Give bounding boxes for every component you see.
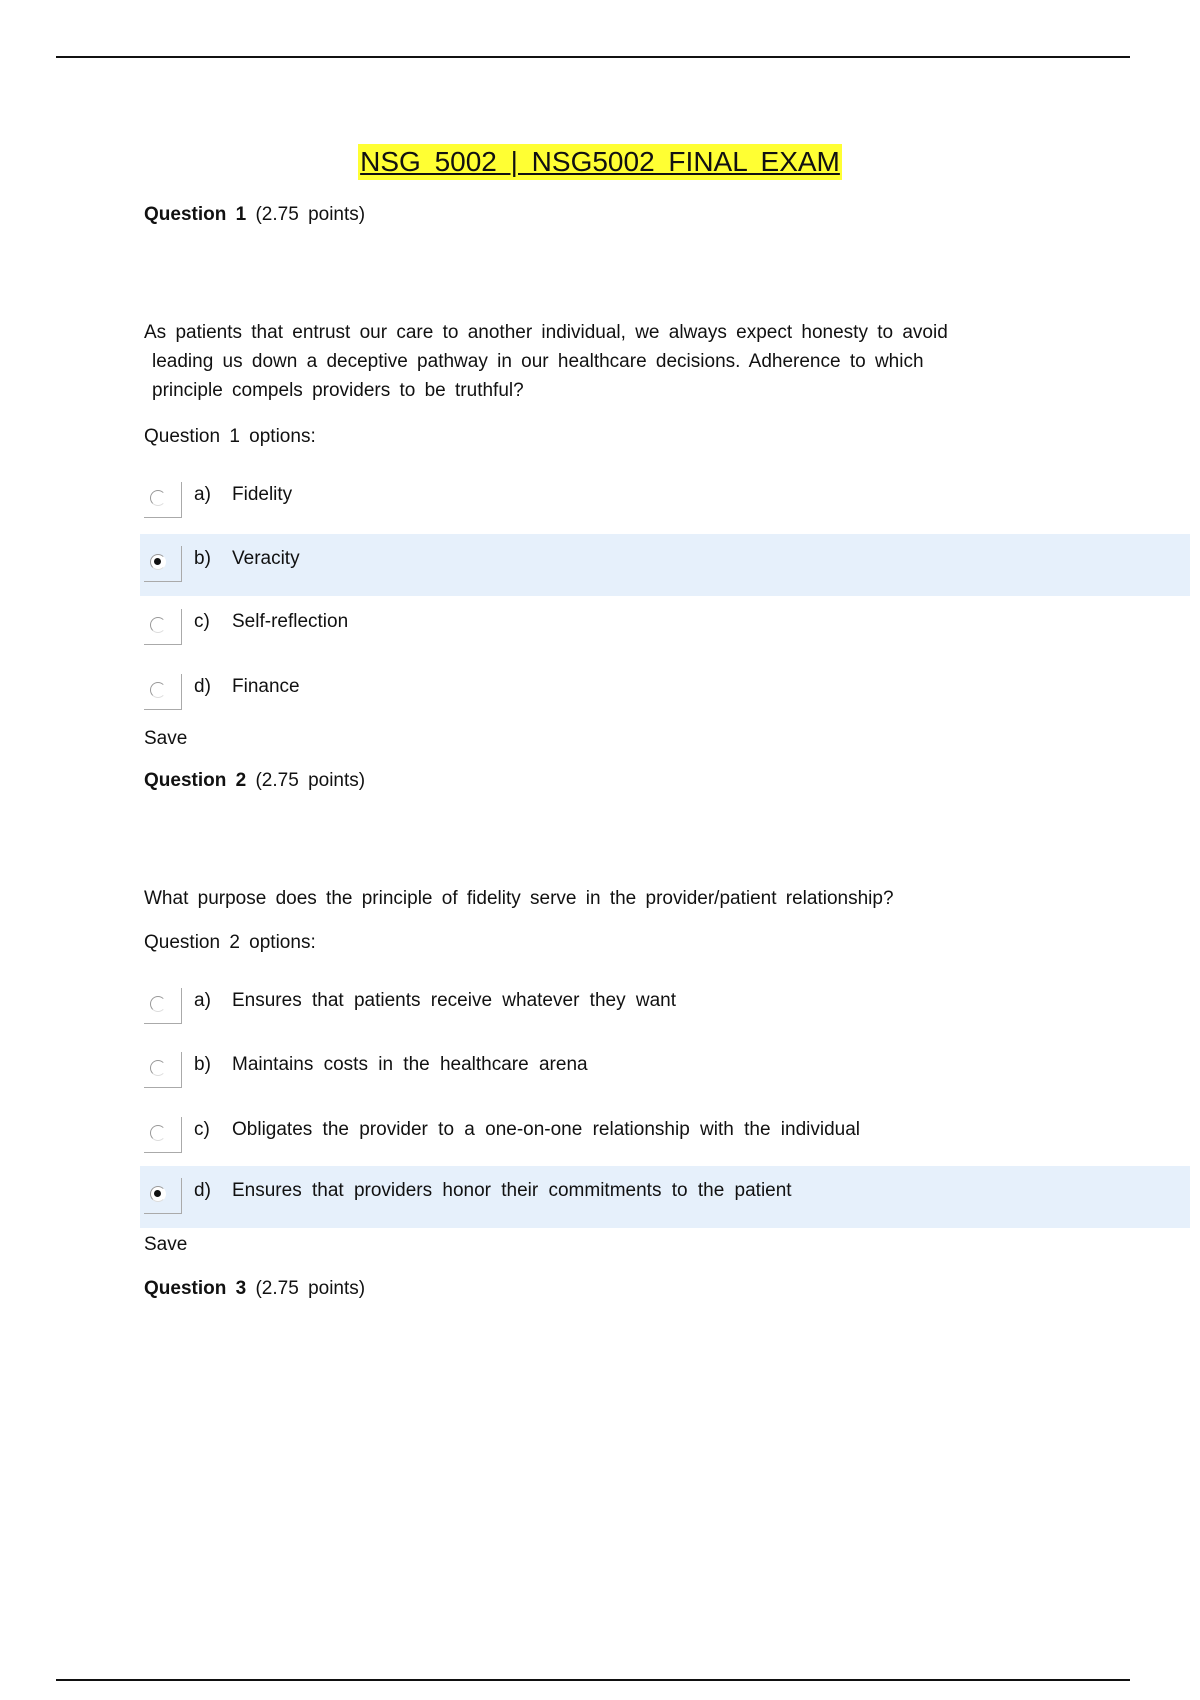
radio-container bbox=[144, 609, 182, 645]
question-3-label: Question 3 bbox=[144, 1278, 247, 1299]
question-2-option-d[interactable] bbox=[140, 1166, 1190, 1228]
question-1-header bbox=[144, 204, 365, 226]
option-letter: a) bbox=[194, 484, 211, 505]
radio-container bbox=[144, 1117, 182, 1153]
question-2-options-label: Question 2 options: bbox=[144, 932, 316, 953]
radio-dot-icon bbox=[154, 558, 161, 565]
option-letter: d) bbox=[194, 1180, 211, 1201]
radio-button[interactable] bbox=[150, 490, 166, 506]
option-text[interactable]: Ensures that patients receive whatever they want bbox=[232, 990, 677, 1011]
question-1-option-a[interactable] bbox=[140, 470, 1190, 532]
option-text[interactable]: Obligates the provider to a one-on-one relationship with the individual bbox=[232, 1119, 861, 1140]
radio-container bbox=[144, 988, 182, 1024]
question-1-option-b[interactable] bbox=[140, 534, 1190, 596]
question-1-points: (2.75 points) bbox=[255, 204, 366, 225]
radio-container bbox=[144, 1052, 182, 1088]
radio-button[interactable] bbox=[150, 1186, 166, 1202]
question-1-options-label: Question 1 options: bbox=[144, 426, 316, 447]
option-text[interactable]: Ensures that providers honor their commitments to the patient bbox=[232, 1180, 792, 1201]
option-letter: c) bbox=[194, 611, 210, 632]
question-2-text-line: What purpose does the principle of fidelity serve in the provider/patient relationship? bbox=[144, 888, 894, 909]
option-text[interactable]: Self-reflection bbox=[232, 611, 349, 632]
header-rule bbox=[56, 56, 1130, 58]
option-text[interactable]: Maintains costs in the healthcare arena bbox=[232, 1054, 588, 1075]
question-2-option-c[interactable] bbox=[140, 1105, 1190, 1167]
option-text[interactable]: Fidelity bbox=[232, 484, 293, 505]
option-letter: b) bbox=[194, 548, 211, 569]
radio-container bbox=[144, 482, 182, 518]
question-1-label: Question 1 bbox=[144, 204, 247, 225]
radio-container bbox=[144, 674, 182, 710]
radio-button[interactable] bbox=[150, 682, 166, 698]
radio-button[interactable] bbox=[150, 1125, 166, 1141]
question-3-points: (2.75 points) bbox=[255, 1278, 366, 1299]
footer-rule bbox=[56, 1679, 1130, 1681]
question-2-header bbox=[144, 770, 365, 792]
option-text[interactable]: Veracity bbox=[232, 548, 300, 569]
question-1-option-c[interactable] bbox=[140, 597, 1190, 659]
radio-container bbox=[144, 1178, 182, 1214]
question-1-text-line: leading us down a deceptive pathway in our healthcare decisions. Adherence to which bbox=[152, 351, 924, 372]
option-letter: d) bbox=[194, 676, 211, 697]
question-1-text bbox=[144, 318, 1044, 405]
radio-button[interactable] bbox=[150, 617, 166, 633]
option-letter: c) bbox=[194, 1119, 210, 1140]
question-2-option-b[interactable] bbox=[140, 1040, 1190, 1102]
question-2-points: (2.75 points) bbox=[255, 770, 366, 791]
question-2-save-button[interactable]: Save bbox=[144, 1234, 188, 1255]
question-2-label: Question 2 bbox=[144, 770, 247, 791]
radio-button[interactable] bbox=[150, 1060, 166, 1076]
question-1-option-d[interactable] bbox=[140, 662, 1190, 724]
radio-dot-icon bbox=[154, 1190, 161, 1197]
question-1-save-button[interactable]: Save bbox=[144, 728, 188, 749]
option-letter: a) bbox=[194, 990, 211, 1011]
radio-button[interactable] bbox=[150, 996, 166, 1012]
title-container bbox=[0, 144, 1200, 180]
radio-button[interactable] bbox=[150, 554, 166, 570]
question-2-option-a[interactable] bbox=[140, 976, 1190, 1038]
question-2-text bbox=[144, 884, 1044, 913]
radio-container bbox=[144, 546, 182, 582]
question-1-text-line: principle compels providers to be truthful? bbox=[152, 380, 524, 401]
page-title: NSG 5002 | NSG5002 FINAL EXAM bbox=[358, 144, 842, 180]
option-text[interactable]: Finance bbox=[232, 676, 300, 697]
question-3-header bbox=[144, 1278, 365, 1300]
question-1-text-line: As patients that entrust our care to another individual, we always expect honesty to avoid bbox=[144, 322, 948, 343]
option-letter: b) bbox=[194, 1054, 211, 1075]
